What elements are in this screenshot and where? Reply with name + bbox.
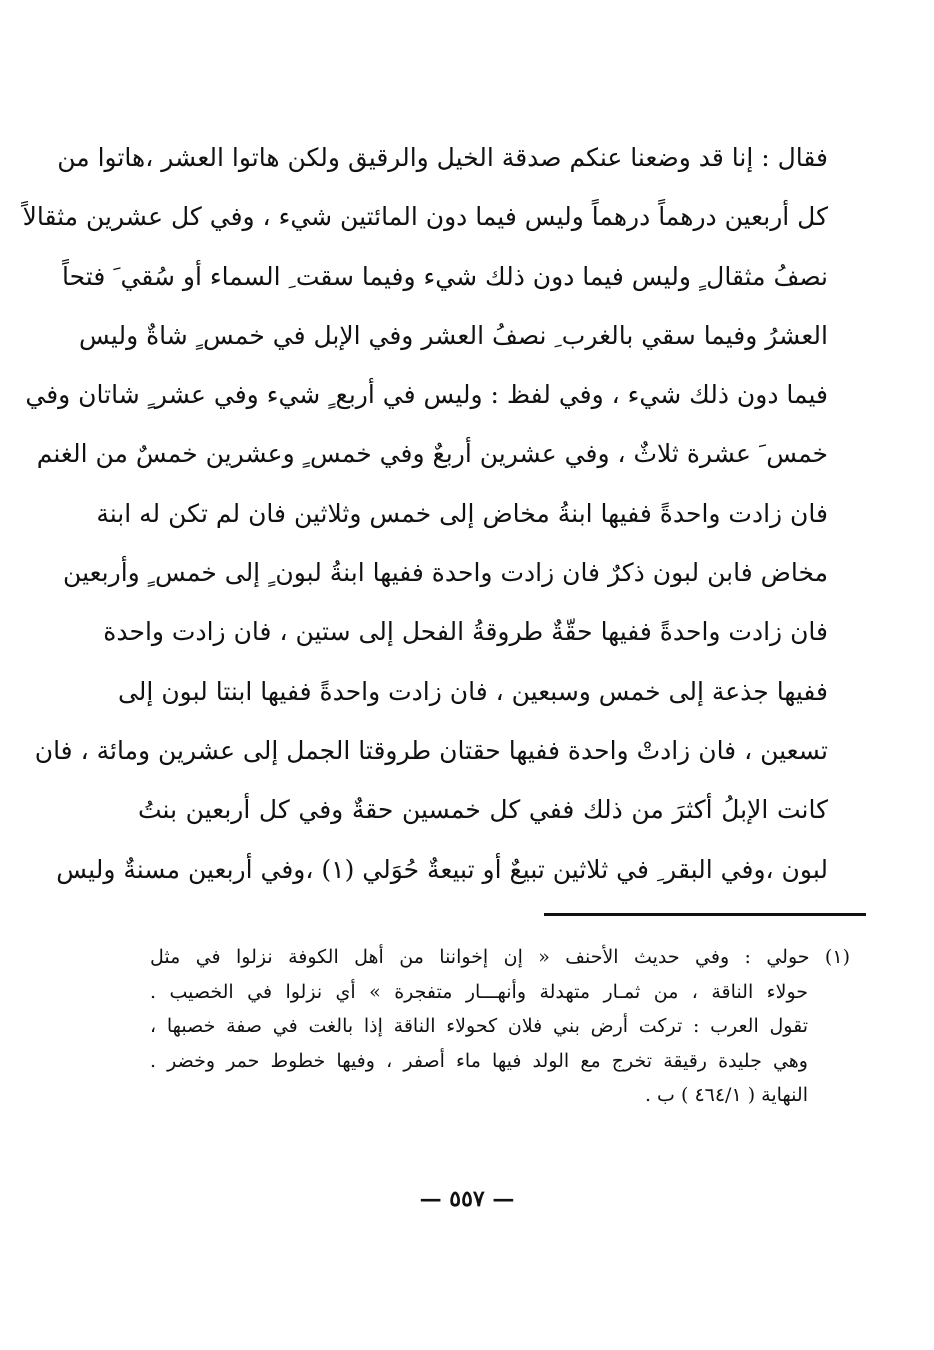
body-line: كل أربعين درهماً درهماً وليس فيما دون المائتين شيء ، وفي كل عشرين مثقالاً bbox=[22, 202, 828, 232]
body-line: لبون ،وفي البقر ِ في ثلاثين تبيعٌ أو تبيعةٌ حُوَلي (١) ،وفي أربعين مسنةٌ وليس bbox=[56, 854, 828, 884]
body-line: كانت الإبلُ أكثرَ من ذلك ففي كل خمسين حقةٌ وفي كل أربعين بنتُ bbox=[138, 795, 828, 825]
body-text bbox=[22, 128, 828, 899]
body-line: فقال : إنا قد وضعنا عنكم صدقة الخيل والرقيق ولكن هاتوا العشر ،هاتوا من bbox=[57, 143, 828, 172]
body-line: فان زادت واحدةً ففيها ابنةُ مخاض إلى خمس وثلاثين فان لم تكن له ابنة bbox=[96, 498, 828, 528]
footnote-line: وهي جليدة رقيقة تخرج مع الولد فيها ماء أصفر ، وفيها خطوط حمر وخضر . bbox=[150, 1049, 808, 1072]
body-line: مخاض فابن لبون ذكرٌ فان زادت واحدة ففيها ابنةُ لبون ٍ إلى خمس ٍ وأربعين bbox=[63, 558, 828, 588]
footnotes bbox=[150, 940, 850, 1113]
body-line: خمس َ عشرة ثلاثٌ ، وفي عشرين أربعٌ وفي خمس ٍ وعشرين خمسٌ من الغنم bbox=[36, 439, 828, 469]
body-line: العشرُ وفيما سقي بالغرب ِ نصفُ العشر وفي الإبل في خمس ٍ شاةٌ وليس bbox=[79, 320, 828, 350]
footnote-line: تقول العرب : تركت أرض بني فلان كحولاء الناقة إذا بالغت في صفة خصبها ، bbox=[150, 1015, 808, 1037]
body-line: ففيها جذعة إلى خمس وسبعين ، فان زادت واحدةً ففيها ابنتا لبون إلى bbox=[117, 676, 828, 706]
body-line: تسعين ، فان زادتْ واحدة ففيها حقتان طروقتا الجمل إلى عشرين ومائة ، فان bbox=[34, 735, 828, 765]
body-line: نصفُ مثقال ٍ وليس فيما دون ذلك شيء وفيما سقت ِ السماء أو سُقي َ فتحاً bbox=[62, 261, 828, 291]
page-number: — ٥٥٧ — bbox=[419, 1186, 515, 1212]
footnote-divider bbox=[544, 913, 866, 916]
footnote-line: النهاية ( ٤٦٤/١ ) ب . bbox=[644, 1084, 808, 1106]
body-line: فيما دون ذلك شيء ، وفي لفظ : وليس في أربع ٍ شيء وفي عشر ٍ شاتان وفي bbox=[25, 380, 828, 410]
body-line: فان زادت واحدةً ففيها حقّةٌ طروقةُ الفحل إلى ستين ، فان زادت واحدة bbox=[103, 617, 828, 647]
footnote-line: (١) حولي : وفي حديث الأحنف « إن إخواننا من أهل الكوفة نزلوا في مثل bbox=[150, 946, 850, 968]
footnote-line: حولاء الناقة ، من ثمـار متهدلة وأنهـــار متفجرة » أي نزلوا في الخصيب . bbox=[150, 980, 808, 1003]
